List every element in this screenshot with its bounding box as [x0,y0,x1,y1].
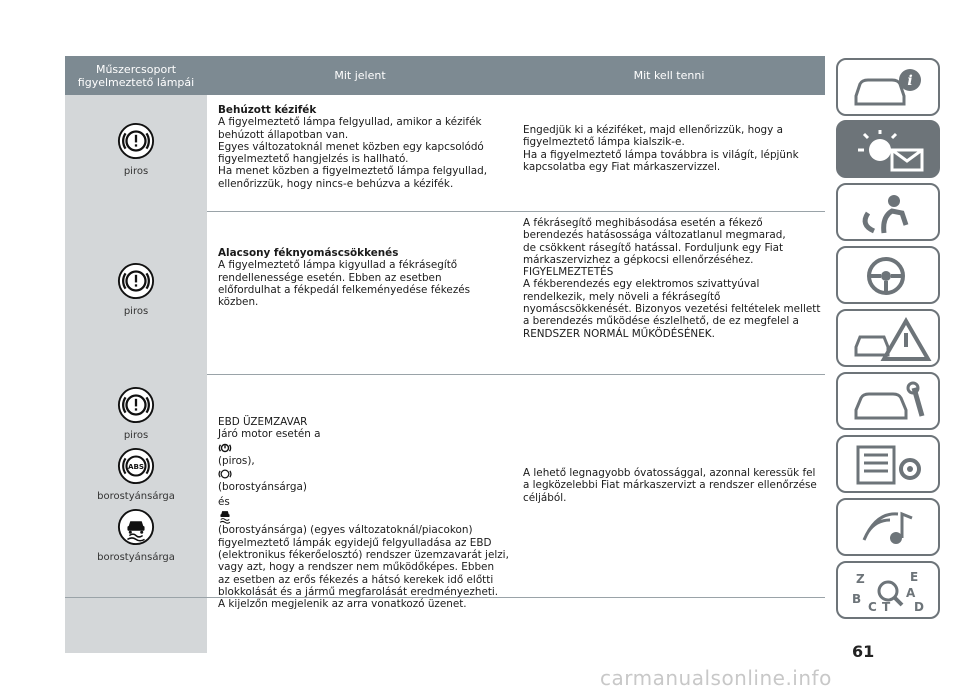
row3-action [523,467,823,504]
text-line: az esetben az erős fékezés a hátsó kerekek idő előtti [218,573,494,586]
abs-warning-icon [117,447,155,485]
nav-tab-emergency[interactable] [836,309,940,367]
text-line: de csökkent rásegítő hatással. Forduljunk egy Fiat [523,241,784,254]
nav-tab-safety[interactable] [836,183,940,241]
multimedia-note-icon [848,506,932,550]
text-fragment: (borostyánsárga) [218,480,307,493]
abs-icon-inline [218,467,232,481]
text-line: ellenőrizzük, hogy nincs-e behúzva a kézifék. [218,177,454,190]
row1-action [523,124,823,173]
row-divider [207,211,825,212]
text-line: A lehető legnagyobb óvatossággal, azonnal keressük fel [523,467,816,479]
text-line: A figyelmeztető lámpa felgyullad, amikor a kézifék [218,116,482,129]
text-line: Ha a figyelmeztető lámpa továbbra is világít, lépjünk [523,148,799,161]
text-line: figyelmeztető lámpa kialszik-e. [523,136,685,149]
index-letter: E [910,570,919,584]
page-number: 61 [852,642,875,661]
row3-meaning [218,416,510,611]
text-line: A fékrásegítő meghibásodása esetén a fékező [523,217,763,229]
nav-tab-technical-data[interactable] [836,435,940,493]
esc-skid-icon [117,508,155,546]
brake-warning-light-2 [65,262,207,317]
text-line: rendelkezik, mely növeli a fékrásegítő [523,290,721,303]
header-col-action: Mit kell tenni [513,56,825,95]
text-line: (elektronikus fékerőelosztó) rendszer üzemzavarát jelzi, [218,549,509,562]
row1-meaning [218,104,510,190]
text-line: Engedjük ki a kéziféket, majd ellenőrizzük, hogy a [523,124,783,136]
header-col1-line1: Műszercsoport [95,62,177,76]
header-col1-line2: figyelmeztető lámpái [77,75,195,89]
row3-inline-line1 [218,428,510,493]
text-line: blokkolását és a jármű megfarolását eredményezheti. [218,585,499,598]
text-line: A figyelmeztető lámpa kigyullad a fékrásegítő [218,259,458,272]
airbag-safety-icon [848,191,932,235]
technical-data-list-icon [848,443,932,487]
text-line: Ha menet közben a figyelmeztető lámpa felgyullad, [218,165,488,178]
text-line: A fékberendezés egy elektromos szivattyúval [523,278,760,291]
index-letter: T [882,600,891,613]
text-fragment: (piros), [218,454,255,467]
brake-warning-light-1 [65,122,207,177]
text-line: a berendezés működése észlelhető, de ez megfelel a [523,315,799,328]
row3-meaning-title: EBD ÜZEMZAVAR [218,416,308,428]
watermark: carmanualsonline.info [600,666,832,690]
text-line: RENDSZER NORMÁL MŰKÖDÉSÉNEK. [523,327,715,340]
index-letter: A [906,586,916,600]
nav-tab-warning-lights[interactable] [836,120,940,178]
car-wrench-icon [848,380,932,424]
light-color-label: piros [123,306,149,317]
brake-warning-icon-inline [218,441,232,455]
row2-meaning [218,247,510,308]
text-line: kapcsolatba egy Fiat márkaszervizzel. [523,160,721,173]
text-line: közben. [218,296,259,309]
brake-warning-icon [117,122,155,160]
text-line: behúzott állapotban van. [218,128,349,141]
nav-tab-maintenance[interactable] [836,372,940,430]
row3-inline-line2 [218,496,510,537]
text-line: Egyes változatoknál menet közben egy kapcsolódó [218,140,484,153]
text-line: előfordulhat a fékpedál felkeményedése fékezés [218,283,471,296]
warning-light-message-icon [848,128,932,172]
index-letter: Z [856,572,865,586]
car-info-icon [848,66,932,110]
index-letter: D [914,600,924,613]
text-line: rendellenessége esetén. Ebben az esetben [218,271,442,284]
abs-label: ABS [127,461,145,471]
light-color-label: borostyánsárga [97,552,175,563]
text-line: márkaszervizhez a gépkocsi ellenőrzéséhez. [523,253,754,266]
text-line: berendezés hatásossága változatlanul megmarad, [523,229,786,242]
text-line: A kijelzőn megjelenik az arra vonatkozó üzenet. [218,598,467,611]
nav-tab-starting-driving[interactable] [836,246,940,304]
light-color-label: borostyánsárga [97,491,175,502]
text-line: a legközelebbi Fiat márkaszervizt a rendszer ellenőrzése [523,479,817,492]
steering-wheel-icon [848,254,932,298]
text-line: nyomáscsökkenését. Bizonyos vezetési feltételek mellett [523,303,821,316]
header-col-instrument-lights [65,56,207,95]
nav-tab-vehicle-info[interactable] [836,58,940,116]
nav-tab-index[interactable] [836,561,940,619]
text-line: vagy azt, hogy a rendszer nem működőképes. Ebben [218,561,495,574]
esc-skid-icon-inline [218,508,232,524]
row-divider [207,374,825,375]
light-color-label: piros [123,166,149,177]
text-fragment: (borostyánsárga) (egyes változatoknál/piacokon) [218,524,473,537]
text-line: FIGYELMEZTETÉS [523,266,614,279]
index-letter: B [852,592,862,606]
brake-warning-icon [117,386,155,424]
icon-column-background [65,95,207,653]
text-fragment: és [218,496,230,509]
text-fragment: Járó motor esetén a [218,428,321,441]
alphabetical-index-icon [848,569,932,613]
light-color-label: piros [123,430,149,441]
text-line: figyelmeztető hangjelzés is hallható. [218,153,409,166]
row1-meaning-title: Behúzott kézifék [218,104,317,116]
text-line: figyelmeztető lámpák egyidejű felgyulladása az EBD [218,536,492,549]
row2-meaning-title: Alacsony féknyomáscsökkenés [218,247,399,259]
emergency-triangle-icon [848,317,932,361]
brake-warning-icon [117,262,155,300]
row2-action [523,217,823,340]
index-letter: C [868,600,877,613]
nav-tab-multimedia[interactable] [836,498,940,556]
header-col-meaning: Mit jelent [207,56,513,95]
ebd-warning-lights [65,386,207,563]
text-line: céljából. [523,491,567,504]
svg-text:i: i [907,73,913,89]
